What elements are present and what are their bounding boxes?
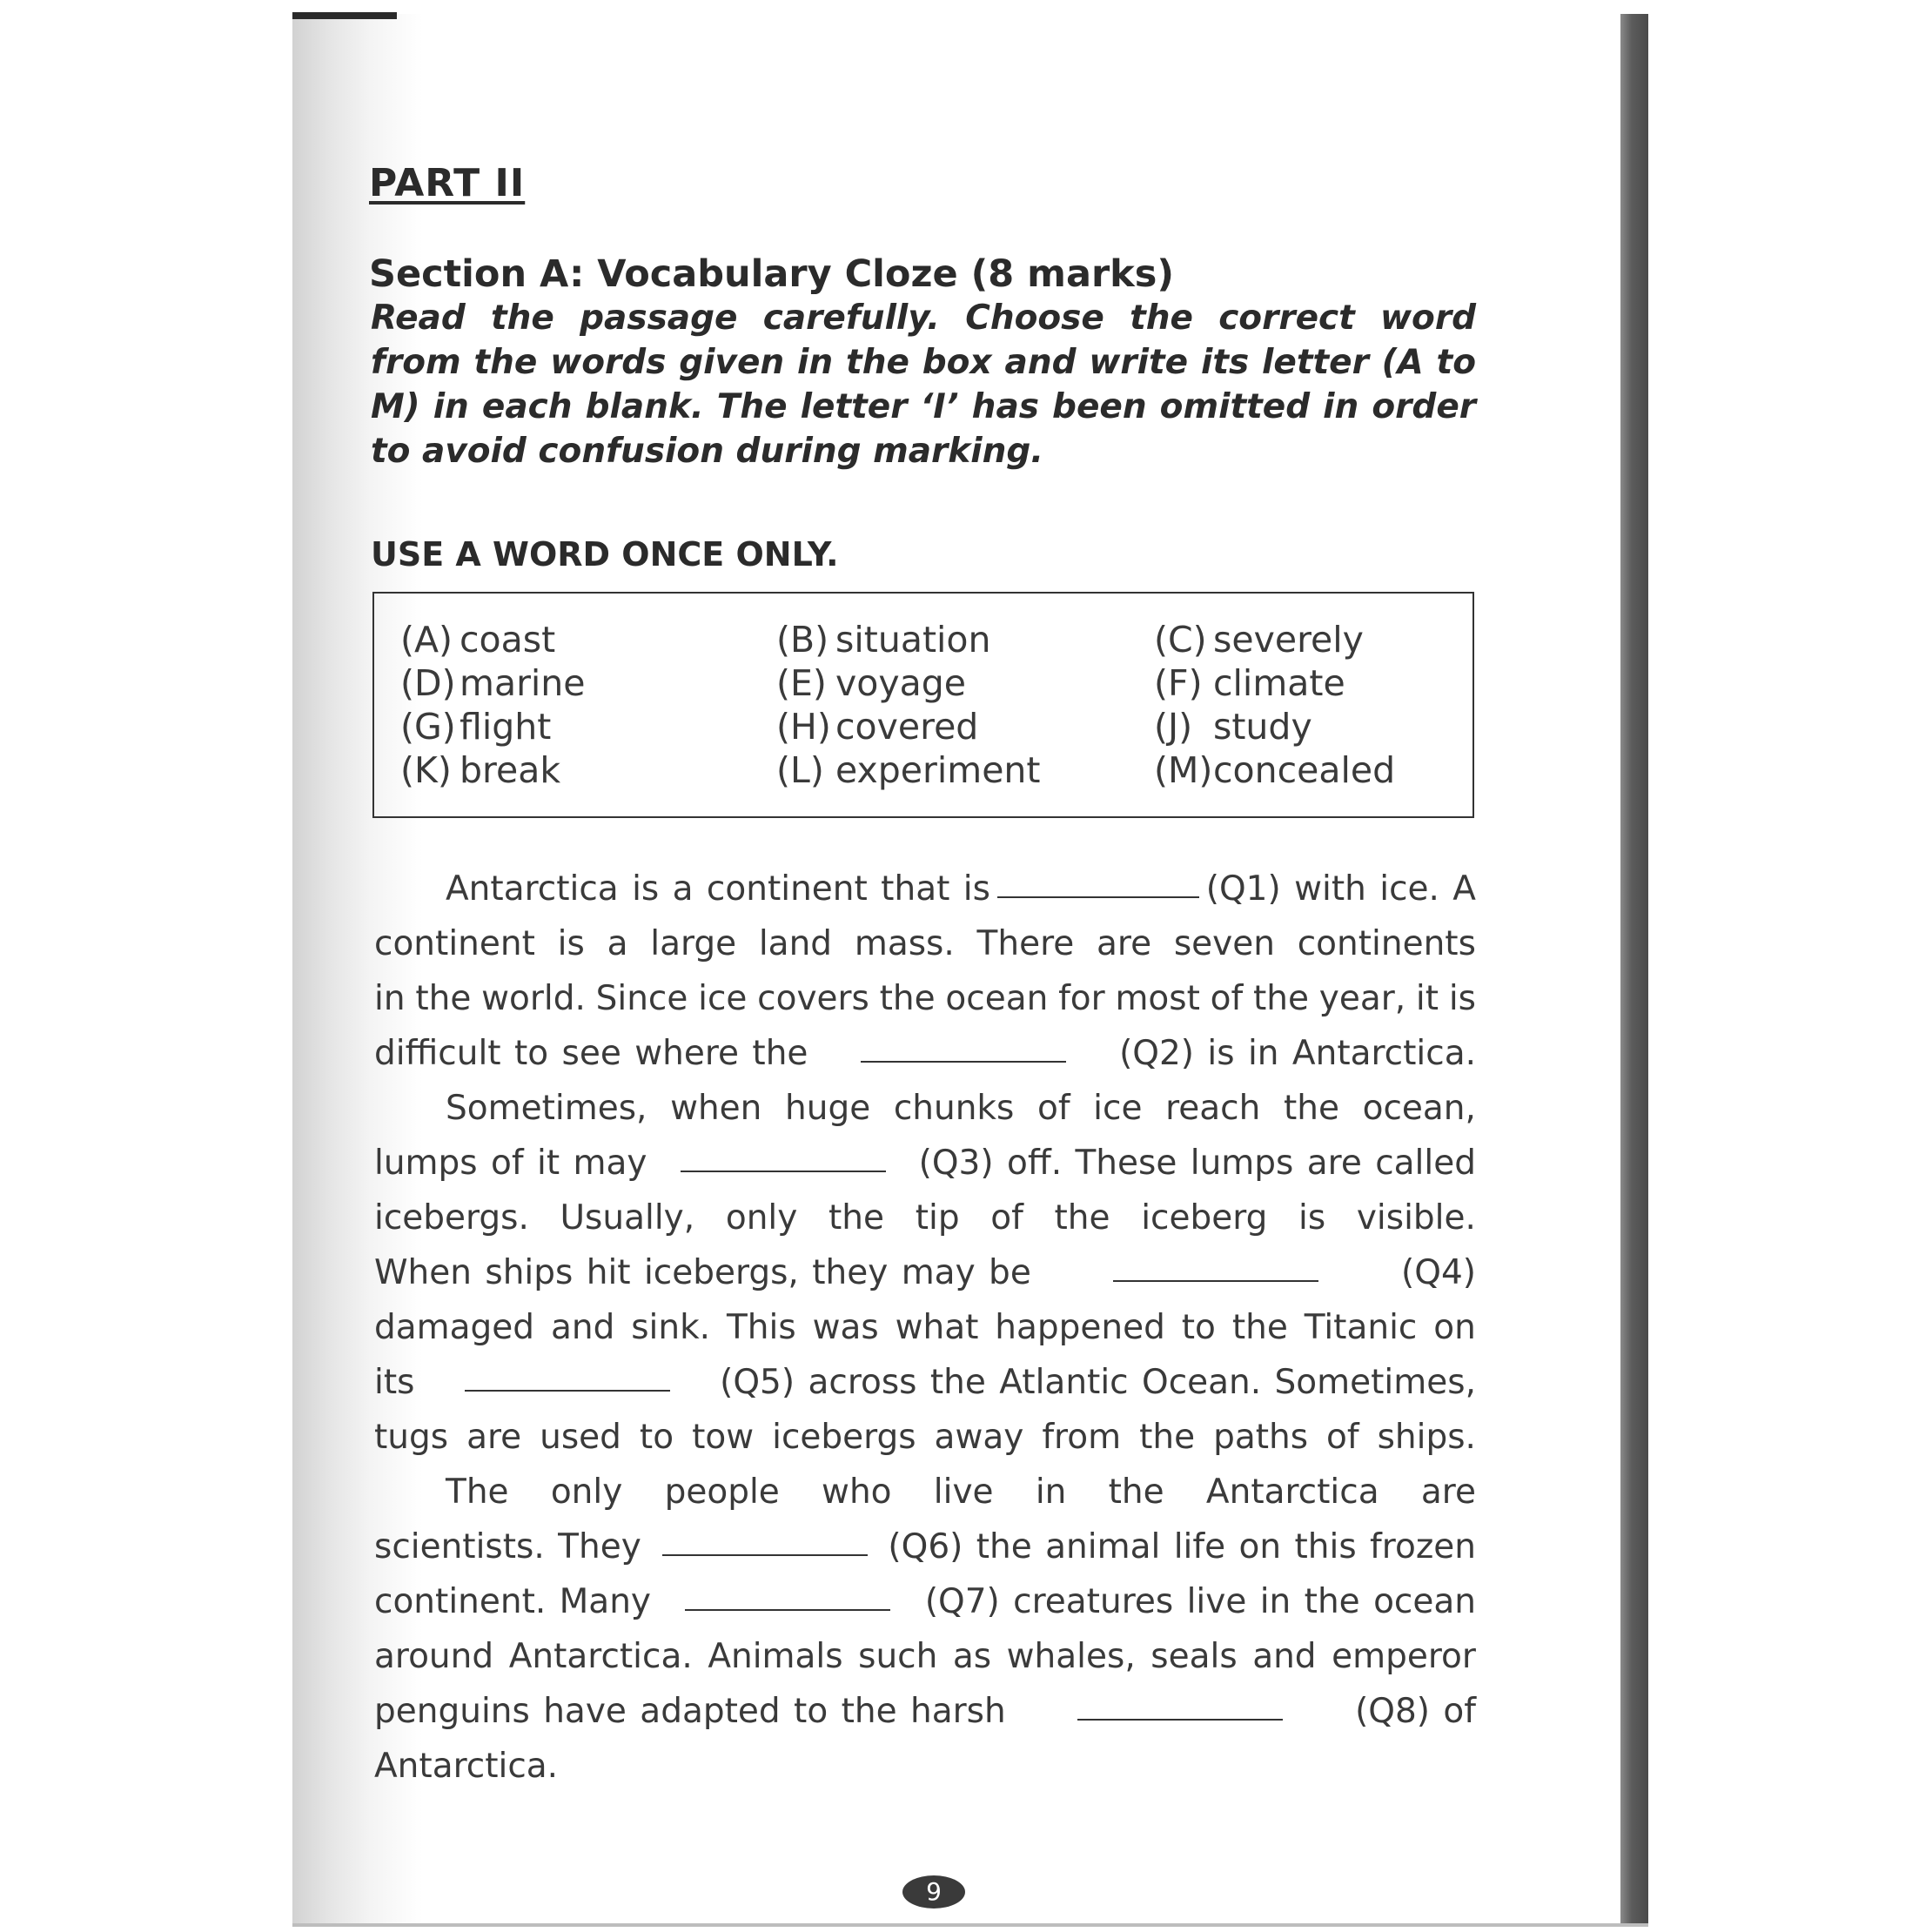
word-option: [1154, 618, 1395, 661]
passage-word: what: [895, 1308, 979, 1347]
passage-line: [374, 1574, 1476, 1629]
passage-word: it: [1415, 979, 1439, 1018]
answer-blank-q6[interactable]: [662, 1519, 868, 1556]
word-option: [400, 618, 586, 661]
passage-word: most: [1115, 979, 1200, 1018]
passage-line: [374, 1191, 1476, 1245]
passage-word: ships.: [1377, 1418, 1476, 1457]
passage-word: are: [466, 1418, 522, 1457]
passage-word: people: [664, 1472, 780, 1512]
passage-text: its: [374, 1363, 415, 1402]
passage-word: in: [1035, 1472, 1067, 1512]
passage-text: Antarctica.: [374, 1747, 559, 1786]
word-option-word: climate: [1213, 662, 1345, 704]
passage-word: live: [933, 1472, 994, 1512]
passage-line: [374, 1081, 1476, 1136]
passage-word: the: [879, 979, 936, 1018]
answer-blank-q8[interactable]: [1077, 1684, 1283, 1721]
passage-word: The: [446, 1472, 509, 1512]
passage-word: who: [822, 1472, 892, 1512]
passage-word: on: [1433, 1308, 1476, 1347]
passage-text: penguins have adapted to the harsh: [374, 1692, 1006, 1731]
passage-word: sink.: [631, 1308, 711, 1347]
passage-line: [374, 862, 1476, 916]
passage-word: the: [1231, 1308, 1288, 1347]
passage-text: Antarctica is a continent that is: [446, 869, 990, 909]
passage-word: paths: [1213, 1418, 1309, 1457]
word-option-word: flight: [460, 706, 552, 748]
passage-text: (Q1) with ice. A: [1205, 869, 1476, 909]
passage-word: of: [1326, 1418, 1359, 1457]
passage-word: Usually,: [560, 1198, 695, 1238]
word-column-3: [1154, 618, 1395, 792]
passage-word: around: [374, 1637, 494, 1676]
passage-word: the: [828, 1198, 885, 1238]
word-option: [1154, 661, 1395, 705]
passage-word: and: [550, 1308, 615, 1347]
passage-word: the: [1283, 1089, 1339, 1128]
passage-word: away: [934, 1418, 1024, 1457]
passage-word: the: [1108, 1472, 1164, 1512]
page-bottom-edge: [292, 1923, 1648, 1927]
passage-word: visible.: [1356, 1198, 1476, 1238]
passage-word: ocean: [945, 979, 1049, 1018]
use-once-note: USE A WORD ONCE ONLY.: [371, 535, 839, 574]
passage-word: in: [374, 979, 406, 1018]
passage-text: scientists. They: [374, 1527, 641, 1566]
passage-text: (Q5) across the Atlantic Ocean. Sometimes,: [720, 1363, 1476, 1402]
word-box: [372, 592, 1474, 818]
passage-word: as: [952, 1637, 992, 1676]
passage-word: to: [639, 1418, 674, 1457]
passage-word: chunks: [893, 1089, 1015, 1128]
passage-text: When ships hit icebergs, they may be: [374, 1253, 1031, 1292]
passage-word: the: [1253, 979, 1310, 1018]
word-column-2: [776, 618, 1041, 792]
passage-word: of: [1036, 1089, 1070, 1128]
word-column-1: [400, 618, 586, 792]
passage-word: seals: [1150, 1637, 1238, 1676]
word-option-letter: (F): [1154, 662, 1203, 704]
passage-line: [374, 1519, 1476, 1574]
passage-word: of: [990, 1198, 1023, 1238]
passage-word: covers: [757, 979, 869, 1018]
word-option-letter: (L): [776, 749, 824, 791]
passage-word: was: [812, 1308, 879, 1347]
passage-word: continent: [374, 924, 535, 963]
passage-word: continents: [1297, 924, 1476, 963]
passage-text: difficult to see where the: [374, 1034, 808, 1073]
word-option-word: experiment: [835, 749, 1041, 791]
answer-blank-q2[interactable]: [861, 1026, 1066, 1063]
passage-word: icebergs.: [374, 1198, 529, 1238]
passage-word: the: [415, 979, 472, 1018]
passage-text: (Q6) the animal life on this frozen: [888, 1527, 1476, 1566]
word-option: [776, 705, 1041, 748]
passage-word: whales,: [1006, 1637, 1136, 1676]
passage-word: only: [725, 1198, 798, 1238]
passage-word: Titanic: [1304, 1308, 1418, 1347]
passage-word: for: [1058, 979, 1105, 1018]
passage-line: [374, 1026, 1476, 1081]
passage-word: and: [1252, 1637, 1317, 1676]
passage-word: ice: [698, 979, 748, 1018]
passage-word: large: [650, 924, 737, 963]
word-option: [1154, 748, 1395, 792]
passage-word: mass.: [854, 924, 955, 963]
passage-word: reach: [1165, 1089, 1261, 1128]
passage-word: world.: [481, 979, 586, 1018]
passage-line: [374, 1355, 1476, 1410]
passage-line: [374, 1245, 1476, 1300]
passage-word: are: [1097, 924, 1152, 963]
passage-word: tip: [915, 1198, 960, 1238]
passage-word: to: [1181, 1308, 1216, 1347]
word-option-letter: (J): [1154, 706, 1193, 748]
word-option: [776, 748, 1041, 792]
passage-line: [374, 1300, 1476, 1355]
word-option: [1154, 705, 1395, 748]
word-option-letter: (D): [400, 662, 456, 704]
word-option: [776, 618, 1041, 661]
passage-word: a: [607, 924, 628, 963]
passage-word: land: [758, 924, 833, 963]
passage-word: There: [976, 924, 1075, 963]
word-option-letter: (K): [400, 749, 452, 791]
passage-word: from: [1042, 1418, 1122, 1457]
passage-line: [374, 1629, 1476, 1684]
word-option-word: situation: [835, 619, 991, 661]
word-option-word: severely: [1213, 619, 1364, 661]
word-option-word: concealed: [1213, 749, 1396, 791]
passage-word: is: [1298, 1198, 1326, 1238]
passage-word: happened: [995, 1308, 1165, 1347]
passage-text: (Q4): [1401, 1253, 1476, 1292]
passage-word: ocean,: [1362, 1089, 1476, 1128]
answer-blank-q3[interactable]: [681, 1136, 886, 1172]
word-option-letter: (E): [776, 662, 827, 704]
word-option-word: voyage: [835, 662, 966, 704]
page-number: 9: [926, 1877, 942, 1906]
passage-word: icebergs: [772, 1418, 916, 1457]
passage-word: seven: [1173, 924, 1275, 963]
passage-line: [374, 971, 1476, 1026]
word-option: [776, 661, 1041, 705]
passage-word: year,: [1318, 979, 1406, 1018]
part-title: PART II: [369, 161, 526, 205]
passage-word: damaged: [374, 1308, 535, 1347]
answer-blank-q4[interactable]: [1113, 1245, 1318, 1282]
passage-text: (Q8) of: [1355, 1692, 1476, 1731]
passage-text: lumps of it may: [374, 1144, 647, 1183]
section-title: Section A: Vocabulary Cloze (8 marks): [369, 252, 1175, 296]
word-option-word: study: [1213, 706, 1312, 748]
passage-text: (Q2) is in Antarctica.: [1119, 1034, 1476, 1073]
passage-text: continent. Many: [374, 1582, 652, 1621]
page-number-badge: [902, 1875, 965, 1909]
book-spine: [1620, 14, 1648, 1925]
passage-line: [374, 916, 1476, 971]
passage-word: the: [1139, 1418, 1196, 1457]
word-option-word: break: [460, 749, 561, 791]
word-option-letter: (G): [400, 706, 456, 748]
passage-line: [374, 1465, 1476, 1519]
passage-word: tugs: [374, 1418, 449, 1457]
passage-text: (Q3) off. These lumps are called: [918, 1144, 1476, 1183]
word-option-letter: (B): [776, 619, 829, 661]
answer-blank-q5[interactable]: [465, 1355, 670, 1392]
passage-word: Since: [595, 979, 688, 1018]
passage-word: huge: [785, 1089, 871, 1128]
passage-word: iceberg: [1141, 1198, 1268, 1238]
word-option-word: coast: [460, 619, 556, 661]
instructions: Read the passage carefully. Choose the correct word from the words given in the box and write its letter (A to M) in each blank. The letter ‘I’ has been omitted in order to avoid confusion during marking.: [371, 299, 1476, 471]
word-option: [400, 661, 586, 705]
passage-line: [374, 1136, 1476, 1191]
passage-word: is: [1448, 979, 1476, 1018]
word-option: [400, 748, 586, 792]
passage-line: [374, 1684, 1476, 1739]
passage-word: ice: [1093, 1089, 1143, 1128]
word-option-letter: (H): [776, 706, 831, 748]
answer-blank-q7[interactable]: [685, 1574, 890, 1611]
word-option-word: marine: [460, 662, 586, 704]
passage-word: such: [858, 1637, 938, 1676]
passage-text: (Q7) creatures live in the ocean: [924, 1582, 1476, 1621]
passage-word: Antarctica.: [508, 1637, 693, 1676]
passage-word: the: [1054, 1198, 1110, 1238]
passage-word: tow: [692, 1418, 755, 1457]
passage-word: of: [1210, 979, 1244, 1018]
cloze-passage: [374, 862, 1476, 1794]
word-option-letter: (M): [1154, 749, 1213, 791]
word-option-letter: (C): [1154, 619, 1207, 661]
passage-word: when: [670, 1089, 762, 1128]
answer-blank-q1[interactable]: [997, 862, 1199, 898]
passage-word: only: [550, 1472, 623, 1512]
passage-word: Sometimes,: [446, 1089, 647, 1128]
passage-word: used: [540, 1418, 621, 1457]
passage-word: emperor: [1332, 1637, 1476, 1676]
passage-word: This: [726, 1308, 796, 1347]
passage-word: Antarctica: [1205, 1472, 1379, 1512]
page-top-edge: [292, 12, 397, 19]
passage-line: [374, 1410, 1476, 1465]
passage-word: is: [557, 924, 585, 963]
passage-word: are: [1420, 1472, 1476, 1512]
word-option: [400, 705, 586, 748]
passage-word: Animals: [708, 1637, 843, 1676]
word-option-word: covered: [835, 706, 979, 748]
passage-line: [374, 1739, 1476, 1794]
word-option-letter: (A): [400, 619, 453, 661]
